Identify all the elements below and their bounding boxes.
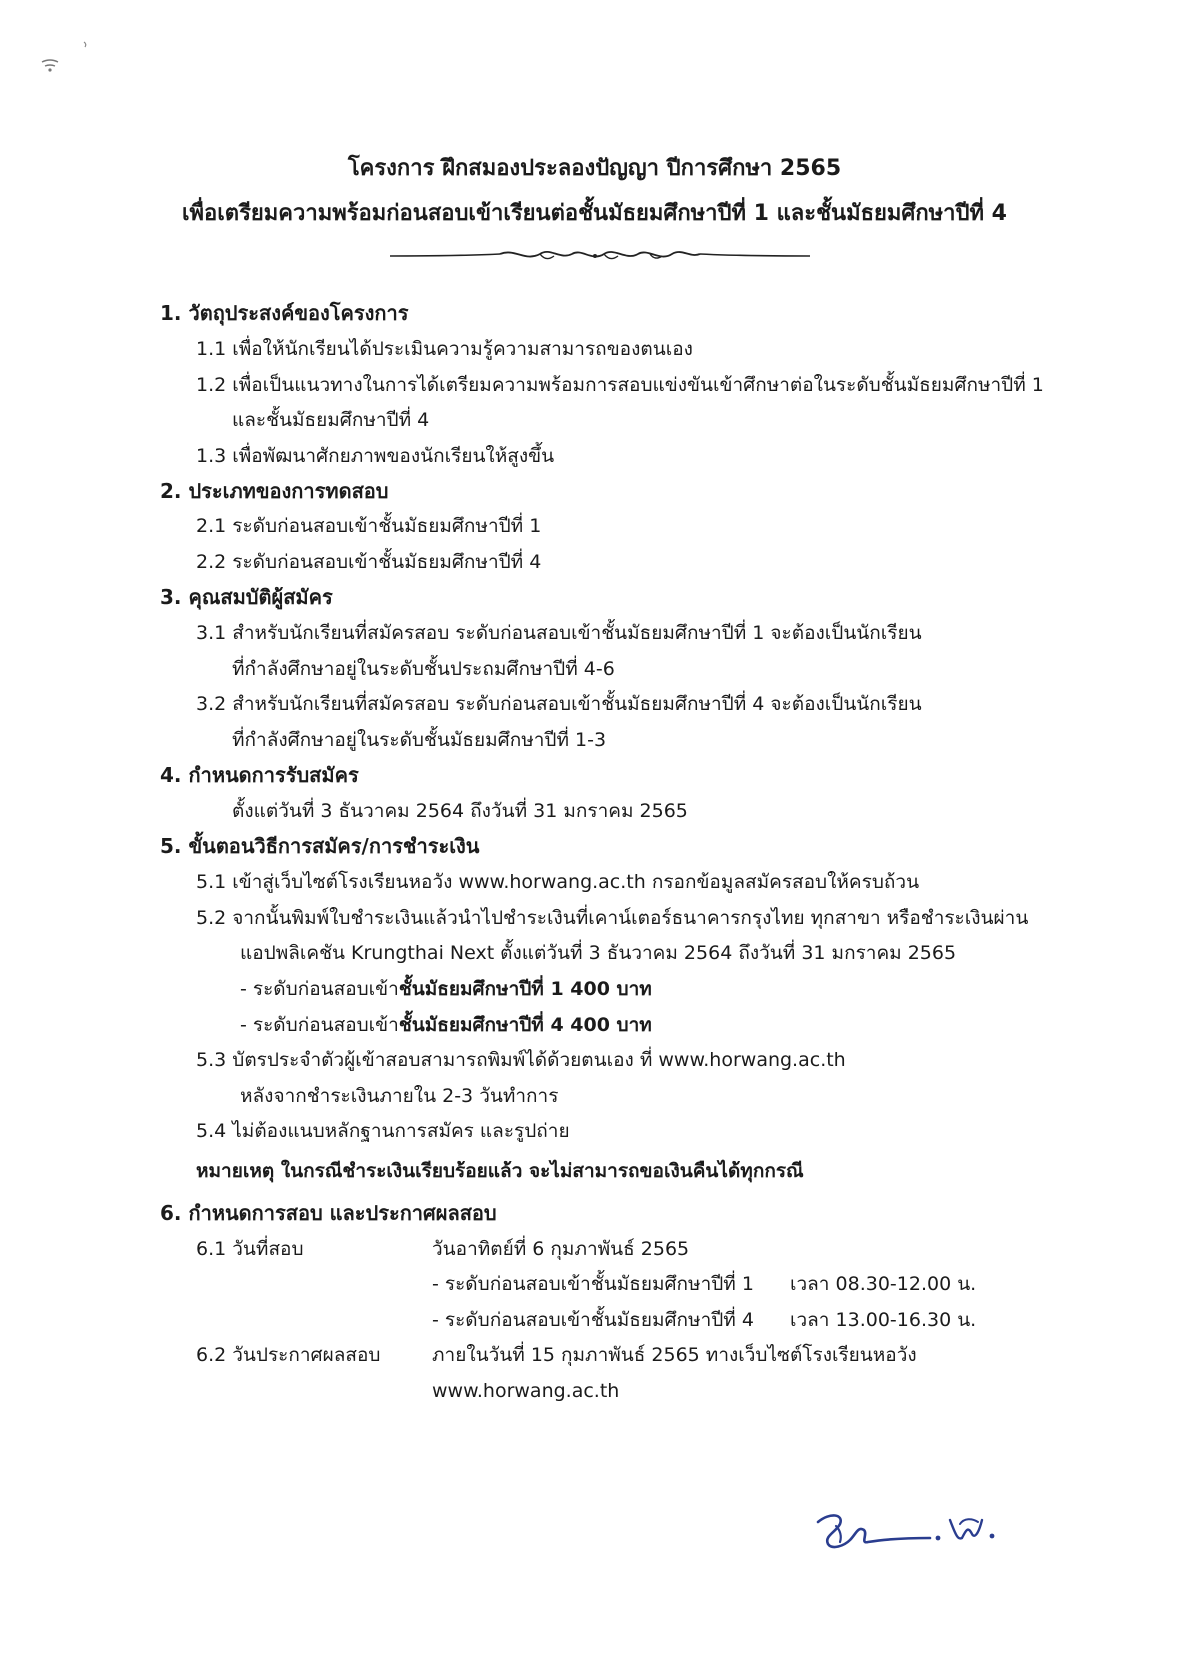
document-subtitle: เพื่อเตรียมความพร้อมก่อนสอบเข้าเรียนต่อชั้นมัธยมศึกษาปีที่ 1 และชั้นมัธยมศึกษาปีที่ 4 [182, 201, 1007, 226]
refund-note: หมายเหตุ ในกรณีชำระเงินเรียบร้อยแล้ว จะไม่สามารถขอเงินคืนได้ทุกกรณี [196, 1160, 804, 1182]
fee-m4-prefix: - ระดับก่อนสอบเข้า [240, 1014, 399, 1036]
section-3-heading: 3. คุณสมบัติผู้สมัคร [160, 585, 333, 609]
scan-mark-icon [36, 36, 96, 86]
result-website: www.horwang.ac.th [432, 1380, 620, 1402]
section-1-heading: 1. วัตถุประสงค์ของโครงการ [160, 301, 409, 325]
section-1-item-2: 1.2 เพื่อเป็นแนวทางในการได้เตรียมความพร้อมการสอบแข่งขันเข้าศึกษาต่อในระดับชั้นมัธยมศึกษาปีที่ 1 [196, 374, 1044, 396]
registration-period: ตั้งแต่วันที่ 3 ธันวาคม 2564 ถึงวันที่ 31 มกราคม 2565 [232, 800, 688, 822]
section-3-item-1: 3.1 สำหรับนักเรียนที่สมัครสอบ ระดับก่อนสอบเข้าชั้นมัธยมศึกษาปีที่ 1 จะต้องเป็นนักเรียน [196, 622, 922, 644]
ornament-divider-icon [390, 242, 810, 272]
section-2-heading: 2. ประเภทของการทดสอบ [160, 479, 389, 503]
section-1-item-3: 1.3 เพื่อพัฒนาศักยภาพของนักเรียนให้สูงขึ้น [196, 445, 555, 467]
fee-m1-prefix: - ระดับก่อนสอบเข้า [240, 978, 399, 1000]
result-date-label: 6.2 วันประกาศผลสอบ [196, 1344, 381, 1366]
section-5-heading: 5. ขั้นตอนวิธีการสมัคร/การชำระเงิน [160, 834, 480, 858]
exam-slot-m1-level: - ระดับก่อนสอบเข้าชั้นมัธยมศึกษาปีที่ 1 [432, 1273, 754, 1295]
section-4-heading: 4. กำหนดการรับสมัคร [160, 763, 359, 787]
section-3-item-1-cont: ที่กำลังศึกษาอยู่ในระดับชั้นประถมศึกษาปีที่ 4-6 [232, 658, 615, 680]
section-1-item-2-cont: และชั้นมัธยมศึกษาปีที่ 4 [232, 409, 430, 431]
section-5-item-4: 5.4 ไม่ต้องแนบหลักฐานการสมัคร และรูปถ่าย [196, 1120, 570, 1142]
exam-slot-m4-time: เวลา 13.00-16.30 น. [790, 1309, 977, 1331]
section-3-item-2: 3.2 สำหรับนักเรียนที่สมัครสอบ ระดับก่อนสอบเข้าชั้นมัธยมศึกษาปีที่ 4 จะต้องเป็นนักเรียน [196, 693, 922, 715]
section-5-item-2: 5.2 จากนั้นพิมพ์ใบชำระเงินแล้วนำไปชำระเงินที่เคาน์เตอร์ธนาคารกรุงไทย ทุกสาขา หรือชำระเงินผ่าน [196, 907, 1029, 929]
fee-m4-amount: ชั้นมัธยมศึกษาปีที่ 4 400 บาท [398, 1014, 652, 1036]
section-5-item-3: 5.3 บัตรประจำตัวผู้เข้าสอบสามารถพิมพ์ได้ด้วยตนเอง ที่ www.horwang.ac.th [196, 1049, 846, 1071]
section-5-item-1: 5.1 เข้าสู่เว็บไซต์โรงเรียนหอวัง www.horwang.ac.th กรอกข้อมูลสมัครสอบให้ครบถ้วน [196, 871, 920, 893]
fee-m1-amount: ชั้นมัธยมศึกษาปีที่ 1 400 บาท [398, 978, 652, 1000]
document-title: โครงการ ฝึกสมองประลองปัญญา ปีการศึกษา 2565 [347, 156, 842, 181]
section-5-item-3-cont: หลังจากชำระเงินภายใน 2-3 วันทำการ [240, 1085, 559, 1107]
exam-date-label: 6.1 วันที่สอบ [196, 1238, 304, 1260]
section-1-item-1: 1.1 เพื่อให้นักเรียนได้ประเมินความรู้ความสามารถของตนเอง [196, 338, 693, 360]
exam-date-value: วันอาทิตย์ที่ 6 กุมภาพันธ์ 2565 [432, 1238, 690, 1260]
fee-line-m4 [240, 1012, 652, 1038]
handwritten-signature [810, 1500, 1010, 1560]
fee-line-m1 [240, 976, 652, 1002]
result-date-value: ภายในวันที่ 15 กุมภาพันธ์ 2565 ทางเว็บไซต์โรงเรียนหอวัง [432, 1344, 917, 1366]
section-2-item-2: 2.2 ระดับก่อนสอบเข้าชั้นมัธยมศึกษาปีที่ 4 [196, 551, 542, 573]
section-3-item-2-cont: ที่กำลังศึกษาอยู่ในระดับชั้นมัธยมศึกษาปีที่ 1-3 [232, 729, 607, 751]
section-6-heading: 6. กำหนดการสอบ และประกาศผลสอบ [160, 1201, 497, 1225]
section-5-item-2-cont: แอปพลิเคชัน Krungthai Next ตั้งแต่วันที่ 3 ธันวาคม 2564 ถึงวันที่ 31 มกราคม 2565 [240, 942, 957, 964]
section-2-item-1: 2.1 ระดับก่อนสอบเข้าชั้นมัธยมศึกษาปีที่ 1 [196, 515, 542, 537]
exam-slot-m4-level: - ระดับก่อนสอบเข้าชั้นมัธยมศึกษาปีที่ 4 [432, 1309, 754, 1331]
exam-slot-m1-time: เวลา 08.30-12.00 น. [790, 1273, 977, 1295]
